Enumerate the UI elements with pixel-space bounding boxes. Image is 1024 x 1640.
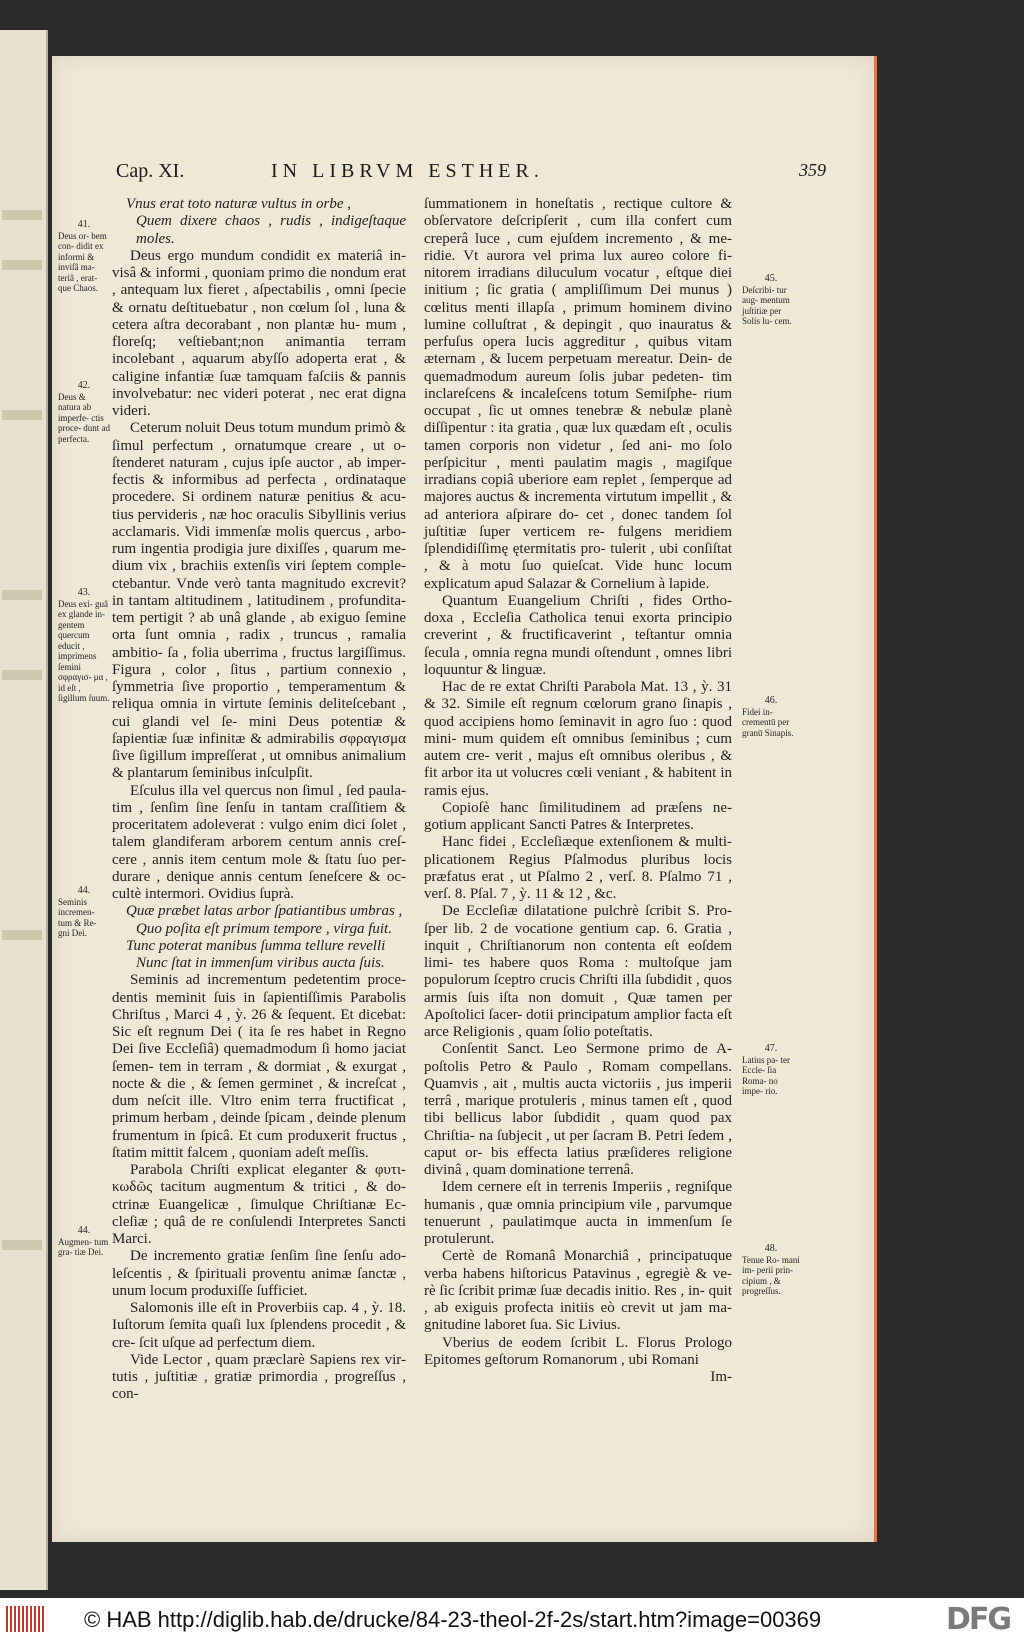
- text-paragraph: Quæ præbet latas arbor ſpatiantibus umbras ,: [126, 903, 403, 920]
- text-paragraph: Seminis ad incrementum pedetentim proce- dentis meminit ſuis in ſapientiſſimis Parabolis Chriſtus , Marci 4 , ỳ. 26 & ſequent. Et dicebat: Sic eſt regnum Dei ( ita ſe res habet in Regno Dei ſive Eccleſiâ) quemadmodum ſi homo jaciat ſemen- tem in terram , & dormiat , & exurgat , nocte & die , & ſemen germinet , & increſcat , dum neſcit ille. Vltro enim terra fructificat , primum herbam , deinde ſpicam , deinde plenum frumentum in ſpicâ. Et cum produxerit fructus , ſtatim mittit falcem , quoniam adeſt meſſis.: [112, 972, 406, 1161]
- previous-page-edge: [0, 30, 48, 1590]
- text-paragraph: Tunc poterat manibus ſumma tellure revelli: [126, 937, 386, 954]
- margin-note: 41. Deus or- bem con- didit ex informi & inviſâ ma- teriâ , erat- que Chaos.: [58, 219, 107, 293]
- viewer-footer: [0, 1598, 1024, 1640]
- text-paragraph: Ceterum noluit Deus totum mundum primò & ſimul perfectum , ornatumque creare , ut o- ſtenderet naturam , cujus ipſe auctor , ab imper- fectis & informibus ad perfecta , ordinataque procedere. Si ordinem naturæ penitius & acu- tius pervideris , næ hoc oraculis Sibyllinis verius acclamaris. Vidi immenſæ molis quercus , arbo- rum ingentia prodigia jure dixiſſes , quarum me- dium vix , brachiis extenſis viri ſeptem comple- ctebantur. Vnde verò tanta magnitudo excrevit? in tantam altitudinem , latitudinem , profundita- tem pertigit ? ab unâ glande , ab exiguo ſemine orta ſunt omnia , radix , truncus , ramalia ambitio- ſa , folia uberrima , fructus largiſſimus. Figura , color , ſitus , partium connexio , ſymmetria ſive proportio , temperamentum & reliqua omnia in virtute ſeminis deliteſcebant , cui glandi vel ſe- mini Deus potentiæ & ſapientiæ ſuæ infinitæ & admirabilis σφραγισμα ſive ſigillum impreſſerat , ut omnibus animalium & plantarum ſeminibus inſculpſit.: [112, 420, 406, 782]
- text-paragraph: Nunc ſtat in immenſum viribus aucta ſuis.: [136, 955, 385, 971]
- margin-note: 44. Seminis incremen- tum & Re- gni Dei.: [58, 885, 97, 938]
- margin-note: 42. Deus & natura ab imperfe- ctis proce- dunt ad perfecta.: [58, 380, 110, 444]
- barcode-icon: [6, 1606, 46, 1632]
- text-paragraph: Idem cernere eſt in terrenis Imperiis , regniſque humanis , quæ omnia principium vile , parvumque tenuerunt , paulatimque aucta in immenſum ſe protulerunt.: [424, 1179, 732, 1247]
- source-link[interactable]: © HAB http://diglib.hab.de/drucke/84-23-theol-2f-2s/start.htm?image=00369: [84, 1607, 822, 1632]
- text-paragraph: Vide Lector , quam præclarè Sapiens rex vir- tutis , juſtitiæ , gratiæ primordia , progreſſus , con-: [112, 1351, 406, 1403]
- right-text-column: [424, 196, 732, 1386]
- text-paragraph: Hanc fidei , Eccleſiæque extenſionem & multi- plicationem Regius Pſalmodus pluribus locis præfatus erat , ut Pſalmo 2 , verſ. 8. Pſalmo 71 , verſ. 8. Pſal. 7 , ỳ. 11 & 12 , &c.: [424, 834, 732, 902]
- text-paragraph: Parabola Chriſti explicat eleganter & φυτι- κωδῶς tacitum augmentum & tritici , & do- ctrinæ Euangelicæ , ſimulque Chriſtianæ Ec- cleſiæ ; quâ de re conſulendi Interpretes Sancti Marci.: [112, 1162, 406, 1247]
- text-paragraph: Conſentit Sanct. Leo Sermone primo de A- poſtolis Petro & Paulo , Romam compellans. Quamvis , ait , multis aucta victoriis , jus imperii terrâ , marique protuleris , minus tamen eſt , quod tibi bellicus labor ſubdidit , quam quod pax Chriſtia- na ſubjecit , ut per ſacram B. Petri ſedem , caput or- bis effecta latius præſideres religione divinâ , quam dominatione terrenâ.: [424, 1041, 732, 1178]
- text-paragraph: De incremento gratiæ ſenſim ſine ſenſu ado- leſcentis , & ſpirituali proventu animæ ſanctæ , unum locum produxiſſe ſufficiet.: [112, 1248, 406, 1299]
- text-paragraph: Deus ergo mundum condidit ex materiâ in- visâ & informi , quoniam primo die nondum erat , antequam lux fieret , aſpectabilis , omni ſpecie & ornatu deſtituebatur , non cœlum ſol , luna & cetera aſtra decorabant , non plantæ hu- mum , floreſq; veſtiebant;non animantia terram incolebant , aquarum abyſſo adoperta erat , & caligine infantiæ ſuæ tamquam faſciis & pannis involvebatur: nec videri poterat , nec erat digna videri.: [112, 247, 406, 419]
- text-paragraph: ſummationem in honeſtatis , rectique cultore & obſervatore deſcripſerit , cum illa confert cum creperâ luce , cum ejuſdem incremento , & me- ridie. Vt aurora vel prima lux aureo colore fi- nitorem irradians diluculum vocatur , eſtque diei initium ; ſic gratia ( ampliſſimum Dei munus ) cœlitus menti illapſa , primum hominem divino lumine colluſtrat , & depingit , quo inauratus & perfuſus opera lucis aggreditur , quibus vitam æternam , & lucem perpetuam mereatur. Dein- de quemadmodum aureum ſolis jubar pedeten- tim inclareſcens & incaleſcens totum Semiſphe- rium occupat , ſic ut omnes tenebræ & nebulæ planè diſſipentur : ita gratia , quæ lux quædam eſt , oculis tamen corporis non videtur , ſed ani- mo ſolo perſpicitur , menti paulatim magis , magiſque irradians copiâ uberiore eam replet , ſemperque ad majores auctus & incrementa virtutum impellit , & ad anteriora aſpirare do- cet , donec tandem ſol juſtitiæ ſuper verticem re- fulgens meridiem ſplendidiſſimę ętermitatis pro- tulerit , ubi conſiſtat , & à motu ſuo quieſcat. Vide hunc locum explicatum apud Salazar & Cornelium à lapide.: [424, 196, 732, 592]
- text-paragraph: Copioſè hanc ſimilitudinem ad præſens ne- gotium applicant Sancti Patres & Interpretes.: [424, 799, 732, 833]
- text-paragraph: Quantum Euangelium Chriſti , fides Ortho- doxa , Eccleſia Catholica tenui exorta principio creverint , & fructificaverint , teſtantur omnia ſecula , omnia regna mundi oſtendunt , omnes libri loquuntur & linguæ.: [424, 592, 732, 678]
- text-paragraph: Salomonis ille eſt in Proverbiis cap. 4 , ỳ. 18. Iuſtorum ſemita quaſi lux ſplendens procedit , & cre- ſcit uſque ad perfectum diem.: [112, 1300, 406, 1351]
- margin-note: 48. Tenue Ro- mani im- perii prin- cipium , & progreſſus.: [742, 1243, 800, 1296]
- margin-note: 43. Deus exi- guâ ex glande in- gentem quercum educit , imprimens ſemini σφραγισ- μα , id eſt , ſigillum ſuum.: [58, 587, 110, 703]
- text-paragraph: Quem dixere chaos , rudis , indigeſtaque moles.: [136, 213, 406, 247]
- chapter-label: Cap. XI.: [116, 160, 185, 182]
- dfg-logo: DFG: [945, 1602, 1010, 1637]
- text-paragraph: Im-: [710, 1369, 732, 1385]
- margin-note: 47. Latius pa- ter Eccle- ſia Roma- no impe- rio.: [742, 1043, 790, 1096]
- running-head: [116, 160, 826, 190]
- book-title: IN LIBRVM ESTHER.: [271, 160, 544, 182]
- text-paragraph: De Eccleſiæ dilatatione pulchrè ſcribit S. Pro- ſper lib. 2 de vocatione gentium cap. 6. Gratia , inquit , Chriſtianorum non contenta eſt eoſdem limi- tes habere quos Roma : multoſque jam populorum ſceptro crucis Chriſti illa ſubdidit , quos armis ſuis iſta non domuit , Quæ tamen per Apoſtolici ſacer- dotii principatum amplior facta eſt arce Religionis , quam ſolio poteſtatis.: [424, 903, 732, 1040]
- book-page: [52, 56, 877, 1542]
- text-paragraph: Hac de re extat Chriſti Parabola Mat. 13 , ỳ. 31 & 32. Simile eſt regnum cœlorum grano ſinapis , quod accipiens homo ſeminavit in agro ſuo : quod mini- mum quidem eſt omnibus ſeminibus ; cum autem cre- verit , majus eſt omnibus oleribus , & fit arbor ita ut volucres cœli veniant , & habitent in ramis ejus.: [424, 679, 732, 799]
- page-number: 359: [799, 160, 826, 180]
- text-paragraph: Quo poſita eſt primum tempore , virga fuit.: [136, 920, 392, 937]
- text-paragraph: Certè de Romanâ Monarchiâ , principatuque verba habens hiſtoricus Patavinus , egregiè & ve- rè ſic ſcribit primæ ſuæ decadis initio. Res , in- quit , ab exiguis profecta initiis eò crevit ut jam ma- gnitudine laboret ſua. Sic Livius.: [424, 1248, 732, 1334]
- margin-note: 44. Augmen- tum gra- tiæ Dei.: [58, 1225, 109, 1257]
- text-paragraph: Vnus erat toto naturæ vultus in orbe ,: [126, 196, 351, 212]
- margin-note: 45. Deſcribi- tur aug- mentum juſtitiæ per Solis lu- cem.: [742, 273, 792, 326]
- text-paragraph: Vberius de eodem ſcribit L. Florus Prologo Epitomes geſtorum Romanorum , ubi Romani: [424, 1334, 732, 1368]
- left-text-column: [112, 196, 406, 1404]
- text-paragraph: Eſculus illa vel quercus non ſimul , ſed paula- tim , ſenſim ſine ſenſu in tantam craſſitiem & proceritatem adoleverat : vulgo enim dici ſolet , talem glandiferam arborem centum annis creſ- cere , annis item centum mole & ſtatu ſuo per- durare , denique annis centum ſeneſcere & oc- cultè intermori. Ovidius ſuprà.: [112, 782, 406, 902]
- margin-note: 46. Fidei in- crementū per granū Sinapis.: [742, 695, 794, 738]
